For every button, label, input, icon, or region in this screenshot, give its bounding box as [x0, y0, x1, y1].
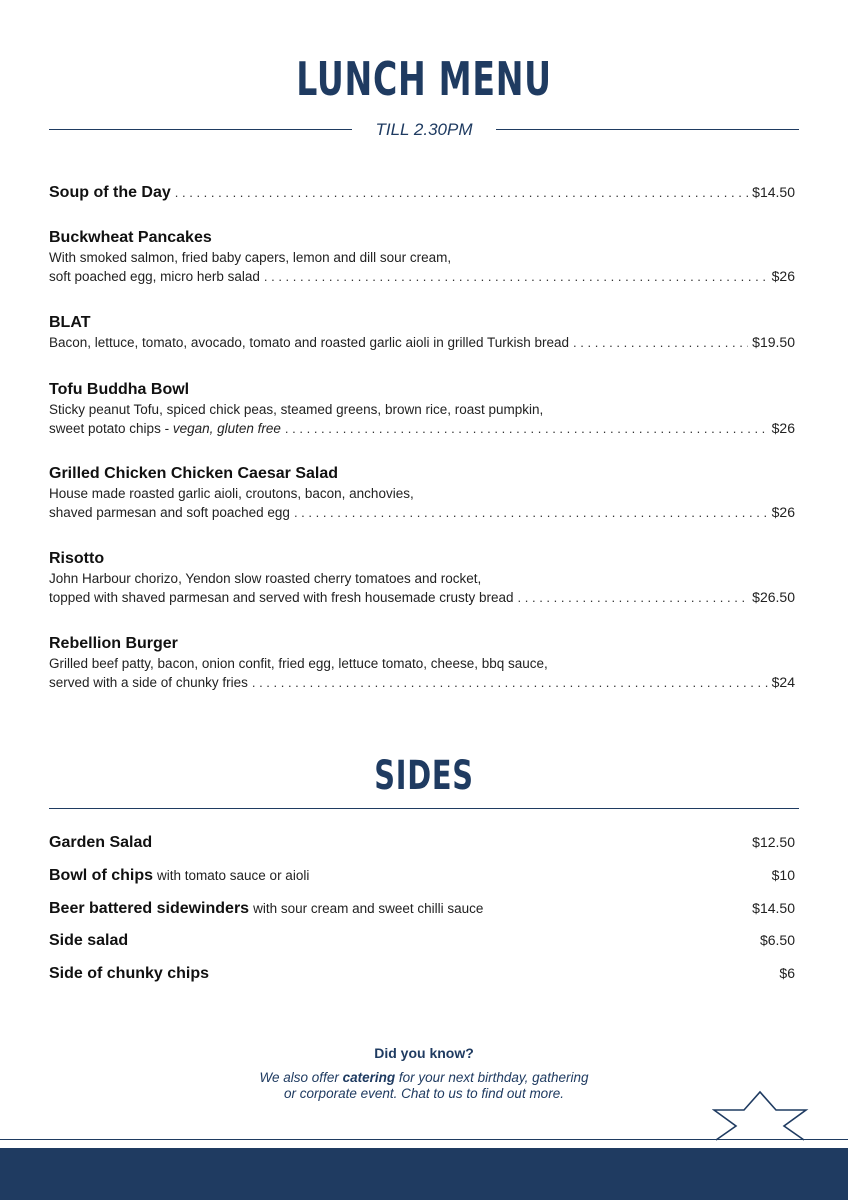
menu-item-desc: John Harbour chorizo, Yendon slow roasted cherry tomatoes and rocket,: [49, 571, 482, 586]
bottom-rule: [0, 1139, 848, 1140]
menu-item-price: $26: [771, 504, 795, 520]
menu-item-desc: Grilled beef patty, bacon, onion confit, fried egg, lettuce tomato, cheese, bbq sauce,: [49, 656, 548, 671]
side-item-name: Bowl of chips: [49, 867, 153, 884]
side-item-name: Beer battered sidewinders: [49, 900, 250, 917]
menu-item-name: Soup of the Day: [49, 184, 171, 201]
dot-leader: [518, 588, 749, 607]
menu-item-desc: Sticky peanut Tofu, spiced chick peas, steamed greens, brown rice, roast pumpkin,: [49, 402, 544, 417]
bottom-band: [0, 1148, 848, 1200]
menu-item-desc-text: sweet potato chips -: [49, 421, 173, 436]
side-item-bowl-of-chips: [49, 867, 795, 885]
menu-item-rebellion-burger: [49, 634, 795, 692]
side-item-side-salad: [49, 932, 795, 950]
side-item-price: $12.50: [752, 834, 795, 850]
menu-item-risotto: [49, 549, 795, 607]
footer-catering: catering: [342, 1070, 396, 1085]
menu-item-caesar-salad: [49, 464, 795, 522]
menu-item-name: Rebellion Burger: [49, 635, 178, 652]
menu-item-name: Grilled Chicken Chicken Caesar Salad: [49, 465, 339, 482]
dot-leader: [252, 673, 768, 692]
star-outline-icon: [712, 1090, 812, 1142]
side-item-name: Garden Salad: [49, 834, 153, 851]
dot-leader: [285, 419, 768, 438]
menu-item-price: $14.50: [752, 184, 795, 200]
side-item-name: Side salad: [49, 932, 129, 949]
side-item-name: Side of chunky chips: [49, 965, 210, 982]
menu-item-dietary: vegan, gluten free: [172, 421, 281, 436]
sides-rule: [49, 808, 799, 809]
sides-title: SIDES: [374, 753, 474, 799]
menu-item-name: Tofu Buddha Bowl: [49, 381, 190, 398]
menu-item-desc: shaved parmesan and soft poached egg: [49, 505, 290, 520]
side-item-price: $6: [779, 965, 795, 981]
side-item-note: with tomato sauce or aioli: [157, 868, 310, 883]
dot-leader: [294, 503, 768, 522]
menu-item-price: $26.50: [752, 589, 795, 605]
page-title: LUNCH MENU: [296, 52, 552, 106]
header-rule-right: [496, 129, 799, 130]
menu-item-desc: With smoked salmon, fried baby capers, lemon and dill sour cream,: [49, 250, 452, 265]
menu-item-name: Risotto: [49, 550, 105, 567]
menu-item-desc: [49, 419, 281, 438]
menu-item-blat: [49, 313, 795, 352]
page-subtitle: TILL 2.30PM: [375, 120, 473, 139]
footer-line-1-pre: We also offer: [259, 1070, 343, 1085]
menu-item-price: $26: [771, 420, 795, 436]
side-item-price: $6.50: [759, 932, 795, 948]
menu-item-tofu-buddha-bowl: [49, 380, 795, 438]
footer-line-1-post: for your next birthday, gathering: [395, 1070, 589, 1085]
menu-item-buckwheat-pancakes: [49, 228, 795, 286]
menu-item-desc: soft poached egg, micro herb salad: [49, 269, 260, 284]
side-item-price: $10: [771, 867, 795, 883]
footer-line-1: [0, 1070, 848, 1086]
side-item-sidewinders: [49, 900, 795, 918]
menu-item-soup: [49, 183, 795, 203]
menu-item-price: $26: [771, 268, 795, 284]
menu-item-desc: topped with shaved parmesan and served with fresh housemade crusty bread: [49, 590, 514, 605]
menu-item-desc: served with a side of chunky fries: [49, 675, 248, 690]
footer-line-2: or corporate event. Chat to us to find out more.: [284, 1086, 564, 1101]
dot-leader: [175, 185, 748, 200]
menu-item-desc: Bacon, lettuce, tomato, avocado, tomato and roasted garlic aioli in grilled Turkish bread: [49, 335, 570, 350]
menu-item-price: $24: [771, 674, 795, 690]
menu-item-name: BLAT: [49, 314, 91, 331]
menu-item-price: $19.50: [752, 334, 795, 350]
footer-question: Did you know?: [374, 1045, 474, 1061]
menu-item-desc: House made roasted garlic aioli, croutons, bacon, anchovies,: [49, 486, 414, 501]
side-item-price: $14.50: [752, 900, 795, 916]
side-item-chunky-chips: [49, 965, 795, 983]
side-item-garden-salad: [49, 834, 795, 852]
dot-leader: [573, 333, 748, 352]
menu-item-name: Buckwheat Pancakes: [49, 229, 212, 246]
side-item-note: with sour cream and sweet chilli sauce: [253, 901, 484, 916]
dot-leader: [264, 267, 768, 286]
